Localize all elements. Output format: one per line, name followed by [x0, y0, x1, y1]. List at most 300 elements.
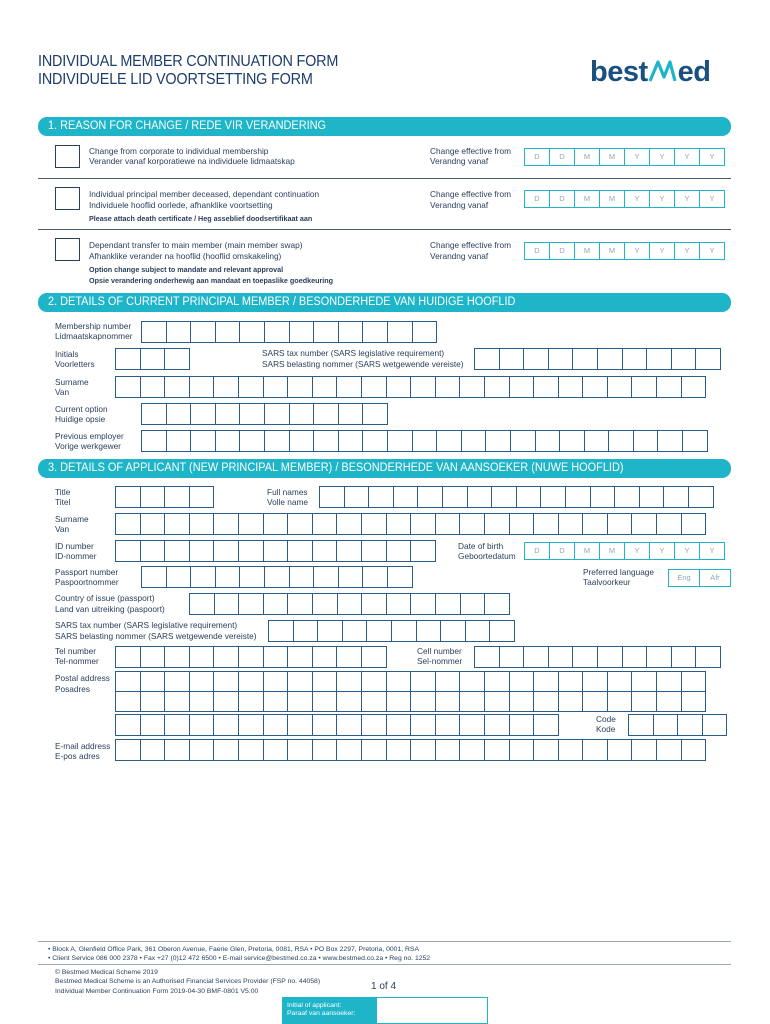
character-box[interactable] [313, 566, 339, 588]
character-box[interactable] [189, 671, 215, 692]
date-cell[interactable]: M [599, 542, 625, 560]
character-box[interactable] [533, 671, 559, 692]
character-box[interactable] [631, 376, 657, 398]
character-box[interactable] [435, 739, 461, 761]
option-3-date-field[interactable] [524, 242, 724, 260]
character-box[interactable] [312, 714, 338, 736]
character-box[interactable] [287, 691, 313, 712]
character-box[interactable] [509, 691, 535, 712]
character-box[interactable] [695, 646, 721, 668]
character-box[interactable] [558, 691, 584, 712]
id-number-field[interactable] [115, 540, 435, 562]
character-box[interactable] [293, 620, 319, 642]
character-box[interactable] [572, 348, 598, 370]
character-box[interactable] [622, 646, 648, 668]
character-box[interactable] [336, 671, 362, 692]
character-box[interactable] [190, 566, 216, 588]
character-box[interactable] [141, 321, 167, 343]
character-box[interactable] [485, 430, 511, 452]
character-box[interactable] [509, 671, 535, 692]
character-box[interactable] [435, 671, 461, 692]
character-box[interactable] [362, 403, 388, 425]
character-box[interactable] [336, 646, 362, 668]
date-cell[interactable]: Y [649, 542, 675, 560]
character-box[interactable] [656, 739, 682, 761]
character-box[interactable] [386, 513, 412, 535]
character-box[interactable] [213, 691, 239, 712]
character-box[interactable] [410, 739, 436, 761]
character-box[interactable] [213, 739, 239, 761]
character-box[interactable] [435, 376, 461, 398]
character-box[interactable] [263, 739, 289, 761]
character-box[interactable] [410, 691, 436, 712]
character-box[interactable] [361, 540, 387, 562]
character-box[interactable] [671, 646, 697, 668]
character-box[interactable] [115, 739, 141, 761]
character-box[interactable] [474, 348, 500, 370]
postal-address-line-3[interactable] [115, 714, 558, 736]
character-box[interactable] [533, 714, 559, 736]
character-box[interactable] [342, 620, 368, 642]
character-box[interactable] [362, 430, 388, 452]
character-box[interactable] [386, 671, 412, 692]
character-box[interactable] [410, 593, 436, 615]
character-box[interactable] [436, 430, 462, 452]
character-box[interactable] [336, 714, 362, 736]
character-box[interactable] [510, 430, 536, 452]
passport-number-field[interactable] [141, 566, 412, 588]
character-box[interactable] [189, 646, 215, 668]
character-box[interactable] [312, 540, 338, 562]
character-box[interactable] [336, 376, 362, 398]
character-box[interactable] [681, 513, 707, 535]
date-cell[interactable]: M [574, 242, 600, 260]
option-2-checkbox[interactable] [55, 187, 80, 210]
character-box[interactable] [238, 540, 264, 562]
character-box[interactable] [312, 593, 338, 615]
postal-address-line-2[interactable] [115, 691, 705, 712]
character-box[interactable] [387, 321, 413, 343]
character-box[interactable] [410, 376, 436, 398]
character-box[interactable] [582, 691, 608, 712]
character-box[interactable] [509, 739, 535, 761]
character-box[interactable] [681, 671, 707, 692]
character-box[interactable] [164, 646, 190, 668]
character-box[interactable] [215, 566, 241, 588]
character-box[interactable] [287, 540, 313, 562]
character-box[interactable] [287, 646, 313, 668]
option-3-checkbox[interactable] [55, 238, 80, 261]
sars-tax-number-field[interactable] [474, 348, 720, 370]
current-option-field[interactable] [141, 403, 387, 425]
character-box[interactable] [263, 376, 289, 398]
date-cell[interactable]: D [549, 542, 575, 560]
character-box[interactable] [189, 691, 215, 712]
character-box[interactable] [312, 646, 338, 668]
character-box[interactable] [386, 593, 412, 615]
character-box[interactable] [633, 430, 659, 452]
character-box[interactable] [338, 566, 364, 588]
character-box[interactable] [239, 430, 265, 452]
date-cell[interactable]: Y [624, 242, 650, 260]
character-box[interactable] [189, 739, 215, 761]
character-box[interactable] [656, 691, 682, 712]
character-box[interactable] [435, 513, 461, 535]
character-box[interactable] [582, 376, 608, 398]
date-cell[interactable]: Y [674, 542, 700, 560]
character-box[interactable] [412, 321, 438, 343]
character-box[interactable] [312, 691, 338, 712]
character-box[interactable] [312, 376, 338, 398]
character-box[interactable] [338, 430, 364, 452]
character-box[interactable] [140, 671, 166, 692]
cell-number-field[interactable] [474, 646, 720, 668]
character-box[interactable] [190, 403, 216, 425]
title-field[interactable] [115, 486, 213, 508]
character-box[interactable] [263, 593, 289, 615]
character-box[interactable] [164, 513, 190, 535]
initials-field[interactable] [115, 348, 189, 370]
character-box[interactable] [238, 376, 264, 398]
postal-code-field[interactable] [628, 714, 726, 736]
option-1-checkbox[interactable] [55, 145, 80, 168]
character-box[interactable] [336, 691, 362, 712]
character-box[interactable] [189, 486, 215, 508]
date-cell[interactable]: Y [699, 148, 725, 166]
character-box[interactable] [639, 486, 665, 508]
tel-number-field[interactable] [115, 646, 386, 668]
character-box[interactable] [263, 691, 289, 712]
character-box[interactable] [164, 739, 190, 761]
character-box[interactable] [213, 540, 239, 562]
character-box[interactable] [115, 671, 141, 692]
character-box[interactable] [558, 739, 584, 761]
character-box[interactable] [558, 513, 584, 535]
character-box[interactable] [239, 321, 265, 343]
character-box[interactable] [682, 430, 708, 452]
character-box[interactable] [263, 671, 289, 692]
date-cell[interactable]: M [574, 148, 600, 166]
character-box[interactable] [140, 513, 166, 535]
character-box[interactable] [164, 540, 190, 562]
character-box[interactable] [656, 671, 682, 692]
character-box[interactable] [387, 566, 413, 588]
character-box[interactable] [393, 486, 419, 508]
character-box[interactable] [213, 646, 239, 668]
character-box[interactable] [164, 486, 190, 508]
character-box[interactable] [386, 714, 412, 736]
character-box[interactable] [313, 403, 339, 425]
character-box[interactable] [361, 671, 387, 692]
date-cell[interactable]: Y [699, 242, 725, 260]
date-cell[interactable]: D [524, 542, 550, 560]
character-box[interactable] [141, 566, 167, 588]
character-box[interactable] [631, 671, 657, 692]
character-box[interactable] [489, 620, 515, 642]
character-box[interactable] [287, 376, 313, 398]
character-box[interactable] [459, 376, 485, 398]
character-box[interactable] [435, 593, 461, 615]
character-box[interactable] [607, 671, 633, 692]
character-box[interactable] [164, 348, 190, 370]
character-box[interactable] [238, 513, 264, 535]
character-box[interactable] [484, 593, 510, 615]
character-box[interactable] [344, 486, 370, 508]
character-box[interactable] [115, 540, 141, 562]
character-box[interactable] [607, 739, 633, 761]
character-box[interactable] [410, 671, 436, 692]
character-box[interactable] [523, 348, 549, 370]
membership-number-field[interactable] [141, 321, 436, 343]
character-box[interactable] [238, 646, 264, 668]
character-box[interactable] [287, 513, 313, 535]
character-box[interactable] [467, 486, 493, 508]
character-box[interactable] [337, 593, 363, 615]
character-box[interactable] [361, 714, 387, 736]
character-box[interactable] [412, 430, 438, 452]
character-box[interactable] [533, 376, 559, 398]
character-box[interactable] [509, 513, 535, 535]
character-box[interactable] [681, 691, 707, 712]
character-box[interactable] [558, 671, 584, 692]
character-box[interactable] [313, 321, 339, 343]
character-box[interactable] [484, 739, 510, 761]
character-box[interactable] [695, 348, 721, 370]
character-box[interactable] [435, 691, 461, 712]
character-box[interactable] [516, 486, 542, 508]
character-box[interactable] [509, 714, 535, 736]
character-box[interactable] [491, 486, 517, 508]
character-box[interactable] [189, 376, 215, 398]
character-box[interactable] [362, 321, 388, 343]
character-box[interactable] [442, 486, 468, 508]
character-box[interactable] [681, 739, 707, 761]
character-box[interactable] [548, 646, 574, 668]
character-box[interactable] [362, 566, 388, 588]
character-box[interactable] [264, 403, 290, 425]
character-box[interactable] [166, 430, 192, 452]
character-box[interactable] [533, 739, 559, 761]
date-cell[interactable]: Y [649, 190, 675, 208]
character-box[interactable] [688, 486, 714, 508]
character-box[interactable] [416, 620, 442, 642]
character-box[interactable] [141, 430, 167, 452]
character-box[interactable] [410, 714, 436, 736]
character-box[interactable] [702, 714, 728, 736]
character-box[interactable] [289, 321, 315, 343]
character-box[interactable] [238, 714, 264, 736]
character-box[interactable] [338, 321, 364, 343]
character-box[interactable] [366, 620, 392, 642]
character-box[interactable] [215, 430, 241, 452]
character-box[interactable] [465, 620, 491, 642]
date-cell[interactable]: M [574, 190, 600, 208]
country-of-issue-field[interactable] [189, 593, 509, 615]
lang-option-afr[interactable]: Afr [699, 569, 731, 587]
character-box[interactable] [317, 620, 343, 642]
character-box[interactable] [140, 646, 166, 668]
character-box[interactable] [189, 593, 215, 615]
character-box[interactable] [459, 513, 485, 535]
date-cell[interactable]: D [549, 242, 575, 260]
character-box[interactable] [459, 691, 485, 712]
character-box[interactable] [140, 739, 166, 761]
date-cell[interactable]: Y [624, 190, 650, 208]
character-box[interactable] [558, 376, 584, 398]
character-box[interactable] [540, 486, 566, 508]
character-box[interactable] [484, 513, 510, 535]
applicant-surname-field[interactable] [115, 513, 705, 535]
character-box[interactable] [582, 671, 608, 692]
character-box[interactable] [166, 321, 192, 343]
character-box[interactable] [559, 430, 585, 452]
character-box[interactable] [410, 513, 436, 535]
character-box[interactable] [628, 714, 654, 736]
character-box[interactable] [238, 671, 264, 692]
date-cell[interactable]: Y [624, 148, 650, 166]
character-box[interactable] [361, 513, 387, 535]
character-box[interactable] [386, 739, 412, 761]
character-box[interactable] [289, 566, 315, 588]
date-cell[interactable]: D [549, 190, 575, 208]
character-box[interactable] [215, 403, 241, 425]
date-cell[interactable]: M [574, 542, 600, 560]
character-box[interactable] [460, 593, 486, 615]
date-cell[interactable]: Y [699, 190, 725, 208]
character-box[interactable] [164, 691, 190, 712]
character-box[interactable] [582, 513, 608, 535]
character-box[interactable] [435, 714, 461, 736]
character-box[interactable] [509, 376, 535, 398]
date-cell[interactable]: D [524, 242, 550, 260]
character-box[interactable] [264, 430, 290, 452]
date-cell[interactable]: D [524, 190, 550, 208]
character-box[interactable] [657, 430, 683, 452]
character-box[interactable] [190, 321, 216, 343]
character-box[interactable] [361, 593, 387, 615]
character-box[interactable] [677, 714, 703, 736]
character-box[interactable] [361, 646, 387, 668]
character-box[interactable] [319, 486, 345, 508]
character-box[interactable] [646, 348, 672, 370]
character-box[interactable] [410, 540, 436, 562]
date-cell[interactable]: Y [674, 190, 700, 208]
character-box[interactable] [140, 540, 166, 562]
character-box[interactable] [239, 566, 265, 588]
character-box[interactable] [312, 671, 338, 692]
character-box[interactable] [287, 739, 313, 761]
character-box[interactable] [115, 348, 141, 370]
character-box[interactable] [268, 620, 294, 642]
character-box[interactable] [313, 430, 339, 452]
date-cell[interactable]: Y [674, 242, 700, 260]
character-box[interactable] [653, 714, 679, 736]
character-box[interactable] [631, 739, 657, 761]
character-box[interactable] [499, 646, 525, 668]
character-box[interactable] [523, 646, 549, 668]
character-box[interactable] [289, 403, 315, 425]
character-box[interactable] [484, 671, 510, 692]
character-box[interactable] [614, 486, 640, 508]
character-box[interactable] [115, 714, 141, 736]
character-box[interactable] [607, 376, 633, 398]
language-choice[interactable] [668, 569, 730, 587]
character-box[interactable] [548, 348, 574, 370]
character-box[interactable] [140, 376, 166, 398]
character-box[interactable] [238, 593, 264, 615]
character-box[interactable] [663, 486, 689, 508]
date-cell[interactable]: M [599, 190, 625, 208]
character-box[interactable] [597, 348, 623, 370]
character-box[interactable] [631, 513, 657, 535]
character-box[interactable] [213, 376, 239, 398]
character-box[interactable] [263, 714, 289, 736]
character-box[interactable] [164, 376, 190, 398]
character-box[interactable] [474, 646, 500, 668]
character-box[interactable] [417, 486, 443, 508]
character-box[interactable] [656, 376, 682, 398]
character-box[interactable] [608, 430, 634, 452]
character-box[interactable] [572, 646, 598, 668]
character-box[interactable] [459, 739, 485, 761]
character-box[interactable] [386, 376, 412, 398]
character-box[interactable] [312, 739, 338, 761]
character-box[interactable] [484, 691, 510, 712]
character-box[interactable] [361, 691, 387, 712]
character-box[interactable] [361, 739, 387, 761]
character-box[interactable] [189, 714, 215, 736]
date-cell[interactable]: M [599, 242, 625, 260]
character-box[interactable] [597, 646, 623, 668]
character-box[interactable] [264, 321, 290, 343]
character-box[interactable] [140, 714, 166, 736]
date-cell[interactable]: D [524, 148, 550, 166]
character-box[interactable] [533, 691, 559, 712]
character-box[interactable] [387, 430, 413, 452]
character-box[interactable] [115, 646, 141, 668]
character-box[interactable] [166, 403, 192, 425]
previous-employer-field[interactable] [141, 430, 707, 452]
character-box[interactable] [622, 348, 648, 370]
applicant-initial-input[interactable] [377, 998, 487, 1023]
character-box[interactable] [584, 430, 610, 452]
lang-option-eng[interactable]: Eng [668, 569, 700, 587]
character-box[interactable] [484, 714, 510, 736]
character-box[interactable] [582, 739, 608, 761]
character-box[interactable] [238, 739, 264, 761]
character-box[interactable] [607, 513, 633, 535]
character-box[interactable] [631, 691, 657, 712]
character-box[interactable] [239, 403, 265, 425]
character-box[interactable] [391, 620, 417, 642]
character-box[interactable] [646, 646, 672, 668]
character-box[interactable] [166, 566, 192, 588]
character-box[interactable] [140, 348, 166, 370]
full-names-field[interactable] [319, 486, 713, 508]
character-box[interactable] [189, 540, 215, 562]
character-box[interactable] [565, 486, 591, 508]
option-1-date-field[interactable] [524, 148, 724, 166]
character-box[interactable] [386, 691, 412, 712]
dob-field[interactable] [524, 542, 724, 560]
surname-field[interactable] [115, 376, 705, 398]
date-cell[interactable]: Y [699, 542, 725, 560]
character-box[interactable] [141, 403, 167, 425]
option-2-date-field[interactable] [524, 190, 724, 208]
character-box[interactable] [115, 376, 141, 398]
date-cell[interactable]: Y [649, 242, 675, 260]
character-box[interactable] [312, 513, 338, 535]
